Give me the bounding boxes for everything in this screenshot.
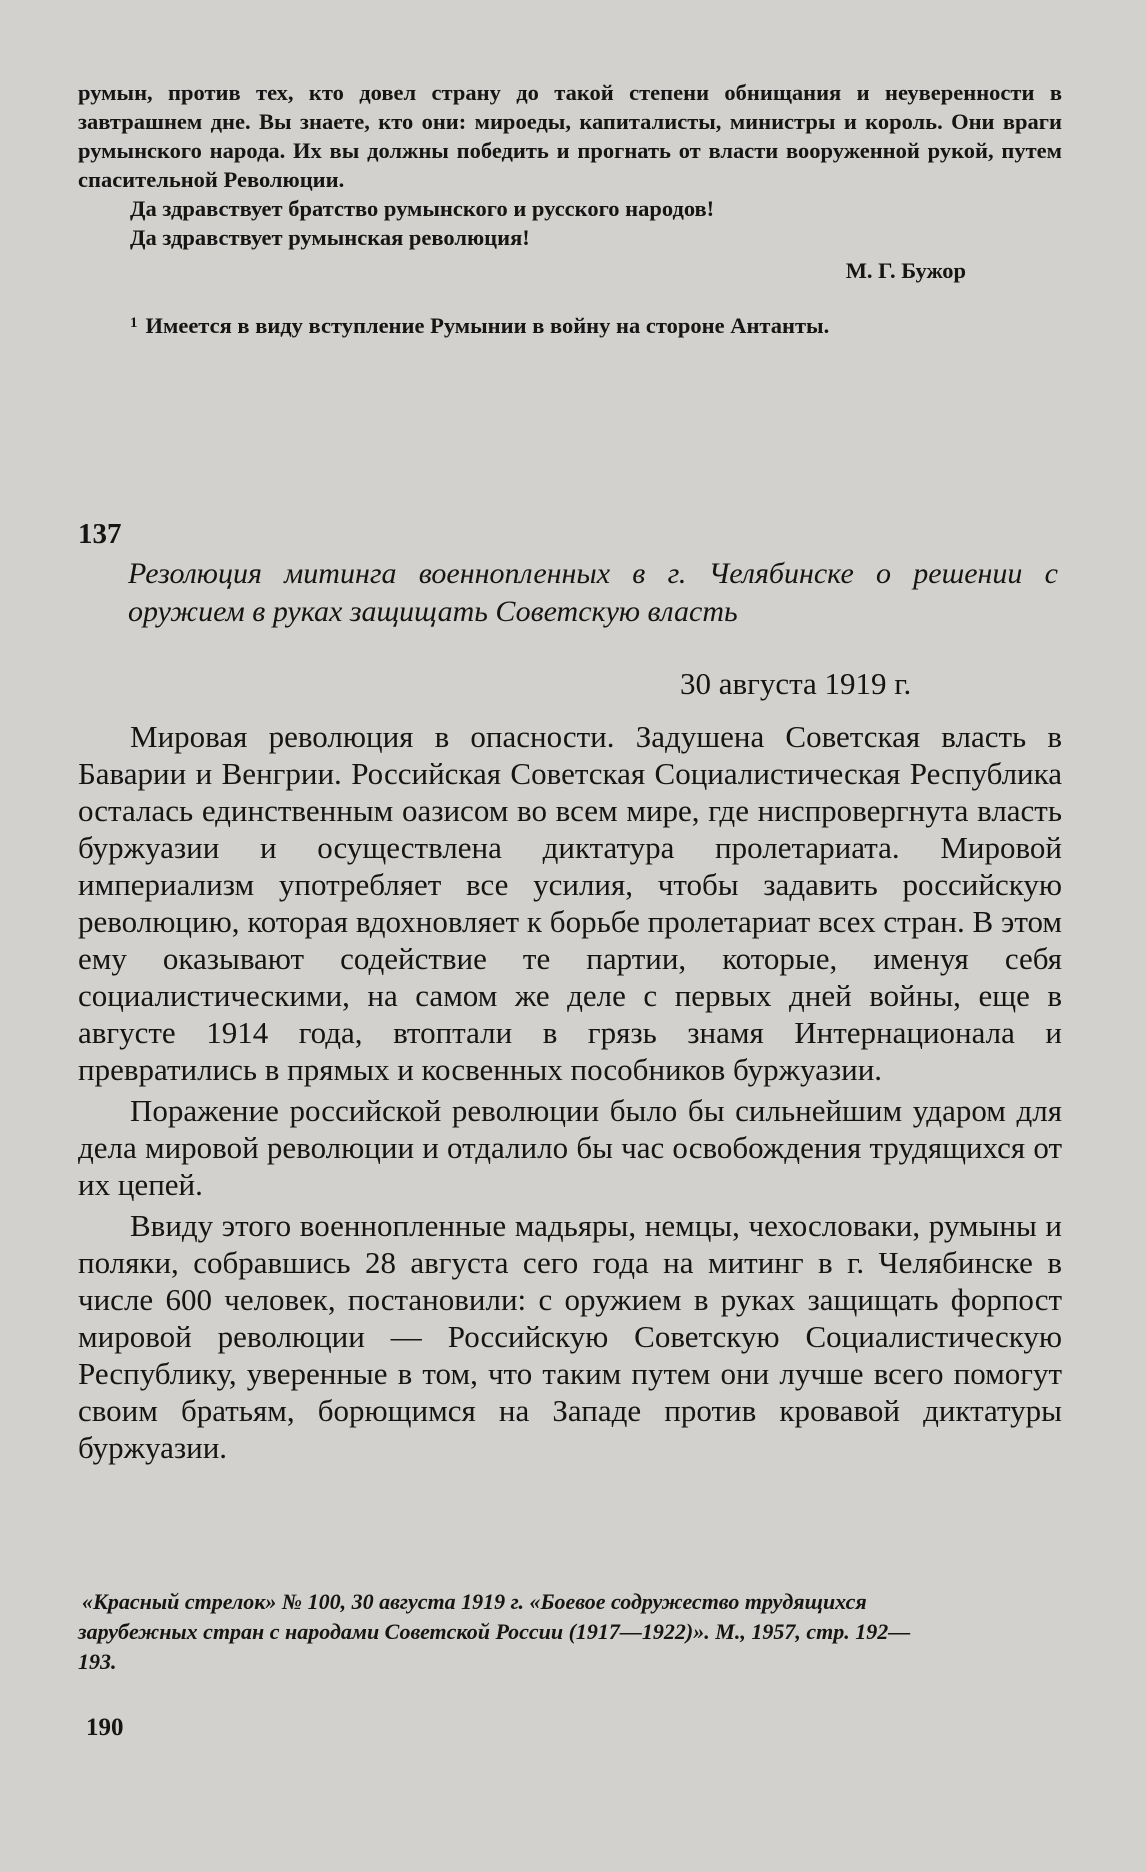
body-paragraph: Мировая революция в опасности. Задушена Советская власть в Баварии и Венгрии. Российская Советская Социалистическая Республика осталась единственным оазисом во всем мире, где ниспровергнута власть буржуазии и осуществлена диктатура пролетариата. Мировой империализм употребляет все усилия, чтобы задавить российскую революцию, которая вдохновляет к борьбе пролетариат всех стран. В этом ему оказывают содействие те партии, которые, именуя себя социалистическими, на самом же деле с первых дней войны, еще в августе 1914 года, втоптали в грязь знамя Интернационала и превратились в прямых и косвенных пособников буржуазии. (78, 719, 1062, 1087)
previous-document-ending (78, 78, 1062, 340)
footnote (78, 311, 1062, 340)
footnote-text: Имеется в виду вступление Румынии в войну на стороне Антанты. (145, 313, 830, 338)
paragraph-ending: румын, против тех, кто довел страну до такой степени обнищания и неуверенности в завтрашнем дне. Вы знаете, кто они: мироеды, капиталисты, министры и король. Они враги румынского народа. Их вы должны победить и прогнать от власти вооруженной рукой, путем спасительной Революции. (78, 80, 1062, 192)
body-paragraph: Поражение российской революции было бы сильнейшим ударом для дела мировой революции и отдалило бы час освобождения трудящихся от их цепей. (78, 1093, 1062, 1202)
footnote-marker: 1 (130, 315, 138, 331)
document-number: 137 (78, 518, 122, 550)
source-citation: «Красный стрелок» № 100, 30 августа 1919 г. «Боевое содружество трудящихся зарубежных стран с народами Советской России (1917—1922)». М., 1957, стр. 192—193. (78, 1589, 911, 1674)
document-body (78, 718, 1062, 1466)
document-title: Резолюция митинга военнопленных в г. Челябинске о решении с оружием в руках защищать Советскую власть (128, 557, 1058, 628)
slogan-line: Да здравствует братство румынского и русского народов! (130, 196, 715, 221)
signature: М. Г. Бужор (845, 258, 966, 283)
document-date: 30 августа 1919 г. (680, 666, 912, 701)
body-paragraph: Ввиду этого военнопленные мадьяры, немцы, чехословаки, румыны и поляки, собравшись 28 августа сего года на митинг в г. Челябинске в числе 600 человек, постановили: с оружием в руках защищать форпост мировой революции — Российскую Советскую Социалистическую Республику, уверенные в том, что таким путем они лучше всего помогут своим братьям, борющимся на Западе против кровавой диктатуры буржуазии. (78, 1208, 1062, 1465)
slogan-line: Да здравствует румынская революция! (130, 225, 530, 250)
page-number: 190 (86, 1714, 124, 1741)
